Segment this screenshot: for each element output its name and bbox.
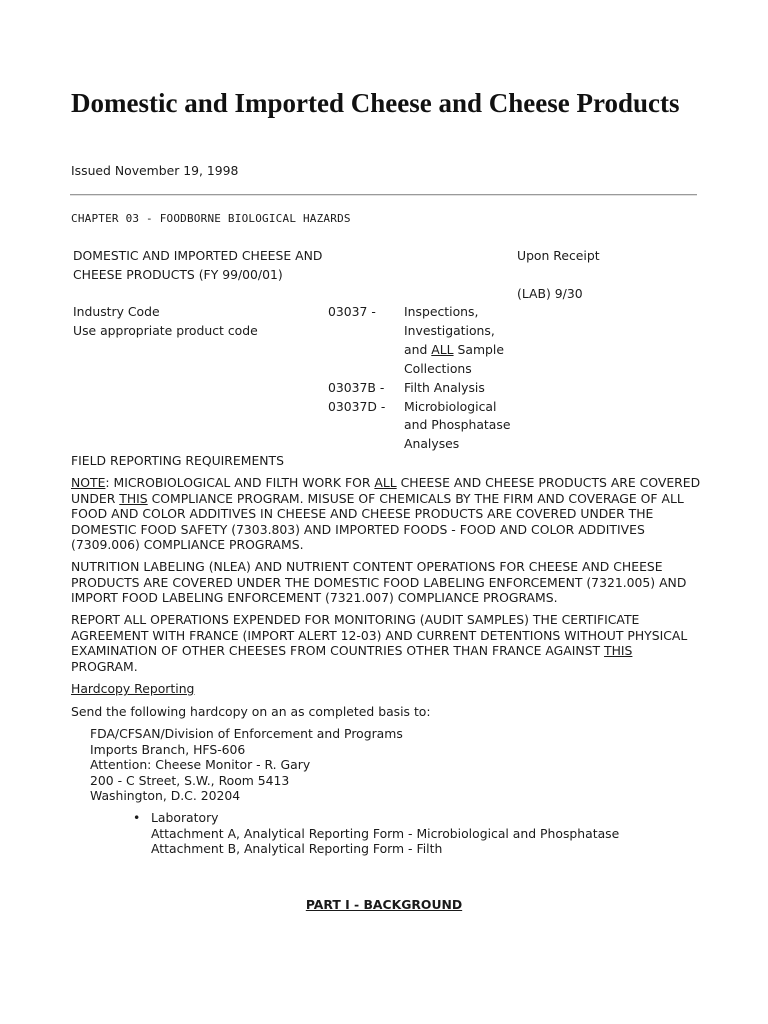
part-heading-text: PART I - BACKGROUND: [305, 897, 463, 912]
pac-code: 03037D -: [328, 399, 386, 414]
pac-text: and: [404, 342, 432, 357]
paragraph-text: CHEESE AND CHEESE PRODUCTS ARE COVERED UNDER: [71, 475, 701, 506]
industry-code-note: Use appropriate product code: [73, 323, 258, 338]
program-name-line-2: CHEESE PRODUCTS (FY 99/00/01): [73, 267, 283, 282]
this-emphasis: THIS: [119, 490, 148, 506]
pac-description-line: [404, 340, 504, 359]
all-emphasis: ALL: [374, 475, 397, 490]
send-instruction: Send the following hardcopy on an as completed basis to:: [71, 704, 431, 719]
bullet-line: Attachment A, Analytical Reporting Form - Microbiological and Phosphatase: [151, 825, 620, 841]
horizontal-divider: [70, 194, 697, 196]
paragraph-text: REPORT ALL OPERATIONS EXPENDED FOR MONITORING (AUDIT SAMPLES) THE CERTIFICATE AGREEMENT WITH FRANCE (IMPORT ALERT 12-03) AND CURRENT DETENTIONS WITHOUT PHYSICAL EXAMINATION OF OTHER CHEESES FROM COUNTRIES OTHER THAN FRANCE AGAINST: [71, 612, 688, 658]
pac-description-line: Collections: [404, 361, 472, 376]
address-line: 200 - C Street, S.W., Room 5413: [90, 772, 290, 788]
bullet-line: Laboratory: [151, 810, 219, 825]
document-title: Domestic and Imported Cheese and Cheese Products: [71, 88, 680, 118]
address-line: Imports Branch, HFS-606: [90, 741, 246, 757]
all-emphasis: ALL: [431, 342, 454, 357]
pac-code: 03037B -: [328, 380, 385, 395]
bullet-icon: •: [133, 810, 141, 825]
paragraph-text: COMPLIANCE PROGRAM. MISUSE OF CHEMICALS BY THE FIRM AND COVERAGE OF ALL FOOD AND COLOR ADDITIVES IN CHEESE AND CHEESE PRODUCTS ARE COVERED UNDER THE DOMESTIC FOOD SAFETY (7303.803) AND IMPORTED FOODS - FOOD AND COLOR ADDITIVES (7309.006) COMPLIANCE PROGRAMS.: [71, 490, 684, 552]
pac-description-line: Filth Analysis: [404, 380, 485, 395]
pac-description-line: Microbiological: [404, 399, 497, 414]
this-emphasis: THIS: [604, 643, 633, 658]
pac-description-line: and Phosphatase: [404, 417, 511, 432]
mailing-address: [90, 726, 403, 804]
address-line: FDA/CFSAN/Division of Enforcement and Programs: [90, 726, 403, 741]
pac-description-line: Analyses: [404, 436, 460, 451]
address-line: Attention: Cheese Monitor - R. Gary: [90, 757, 311, 772]
note-label: NOTE: [71, 475, 106, 490]
bullet-line: Attachment B, Analytical Reporting Form - Filth: [151, 841, 443, 856]
issued-date: Issued November 19, 1998: [71, 163, 239, 178]
hardcopy-reporting-heading: Hardcopy Reporting: [71, 681, 195, 696]
chapter-heading: CHAPTER 03 - FOODBORNE BIOLOGICAL HAZARDS: [71, 212, 351, 225]
pac-text: Sample: [453, 342, 504, 357]
paragraph-text: PROGRAM.: [71, 658, 138, 674]
address-line: Washington, D.C. 20204: [90, 788, 241, 803]
receipt-label: Upon Receipt: [517, 248, 600, 263]
pac-code: 03037 -: [328, 304, 376, 319]
pac-description-line: Investigations,: [404, 323, 495, 338]
pac-description-line: Inspections,: [404, 304, 479, 319]
paragraph-scope: [71, 475, 701, 553]
field-reporting-heading: FIELD REPORTING REQUIREMENTS: [71, 453, 284, 468]
paragraph-text: : MICROBIOLOGICAL AND FILTH WORK FOR: [105, 475, 375, 490]
program-name-line-1: DOMESTIC AND IMPORTED CHEESE AND: [73, 248, 323, 263]
lab-completion-date: (LAB) 9/30: [517, 286, 583, 301]
paragraph-report-operations: [71, 612, 701, 674]
paragraph-labeling: NUTRITION LABELING (NLEA) AND NUTRIENT CONTENT OPERATIONS FOR CHEESE AND CHEESE PRODUCTS ARE COVERED UNDER THE DOMESTIC FOOD LABELING ENFORCEMENT (7321.005) AND IMPORT FOOD LABELING ENFORCEMENT (7321.007) COMPLIANCE PROGRAMS.: [71, 559, 687, 605]
part-heading: [0, 897, 768, 912]
industry-code-label: Industry Code: [73, 304, 160, 319]
